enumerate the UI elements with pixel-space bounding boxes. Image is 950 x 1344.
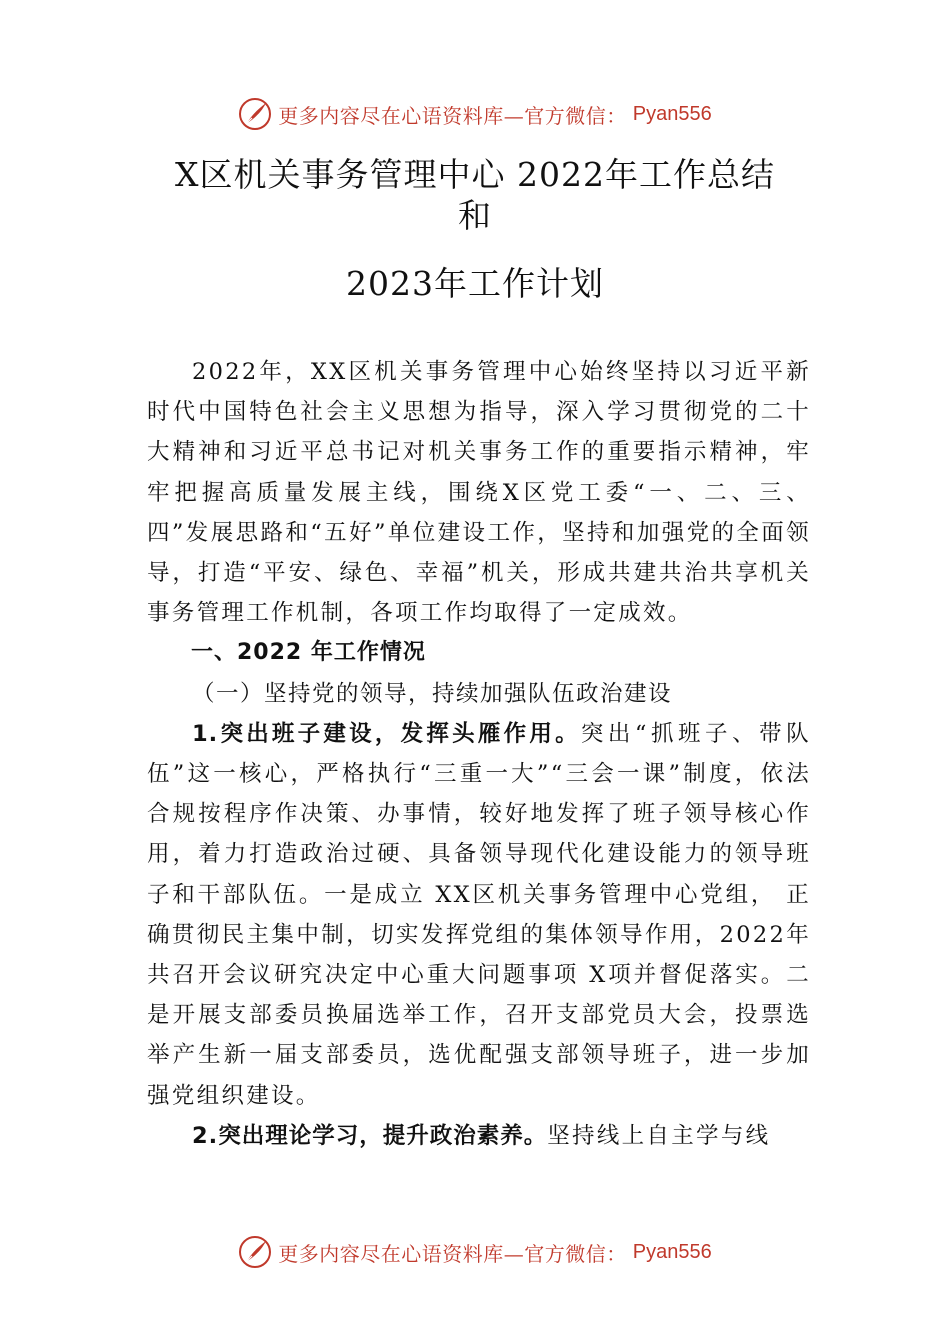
document-title-line-2: 和: [458, 196, 492, 235]
item-1-text: 突出“抓班子、带队伍”这一核心，严格执行“三重一大”“三会一课”制度，依法合规按程序作决策、办事情，较好地发挥了班子领导核心作用，着力打造政治过硬、具备领导现代化建设能力的领导班子和干部队伍。一是成立 XX区机关事务管理中心党组， 正确贯彻民主集中制，切实发挥党组的集体领导作用，2022年共召开会议研究决定中心重大问题事项 X项并督促落实。二是开展支部委员换届选举工作，召开支部党员大会，投票选举产生新一届支部委员，选优配强支部领导班子，进一步加强党组织建设。: [147, 720, 811, 1109]
item-2-text: 坚持线上自主学与线: [547, 1122, 771, 1149]
document-title-line-3: 2023年工作计划: [346, 264, 604, 303]
subsection-heading-1: （一）坚持党的领导，持续加强队伍政治建设: [192, 680, 673, 707]
document-title-line-1: X区机关事务管理中心 2022年工作总结: [175, 155, 775, 194]
intro-paragraph: 2022年，XX区机关事务管理中心始终坚持以习近平新时代中国特色社会主义思想为指导，深入学习贯彻党的二十大精神和习近平总书记对机关事务工作的重要指示精神，牢牢把握高质量发展主线，围绕X区党工委“一、二、三、四”发展思路和“五好”单位建设工作，坚持和加强党的全面领导，打造“平安、绿色、幸福”机关，形成共建共治共享机关事务管理工作机制，各项工作均取得了一定成效。: [147, 359, 811, 627]
watermark-bottom: [0, 1232, 950, 1272]
watermark-text: 更多内容尽在心语资料库—官方微信：: [278, 1241, 627, 1266]
watermark-wechat-id: Pyan556: [632, 1240, 712, 1263]
section-heading-1: 一、2022 年工作情况: [191, 640, 426, 666]
item-2-paragraph: [147, 1116, 811, 1156]
item-2-lead: 2.突出理论学习，提升政治素养。: [192, 1122, 548, 1149]
watermark-text: 更多内容尽在心语资料库—官方微信：: [278, 103, 627, 128]
quill-logo-icon: [238, 97, 272, 131]
item-1-lead: 1.突出班子建设，发挥头雁作用。: [192, 720, 581, 747]
watermark-wechat-id: Pyan556: [632, 102, 712, 125]
quill-logo-icon: [238, 1235, 272, 1269]
watermark-top: [0, 94, 950, 134]
document-body: [147, 352, 811, 1156]
item-1-paragraph: [147, 714, 811, 1116]
